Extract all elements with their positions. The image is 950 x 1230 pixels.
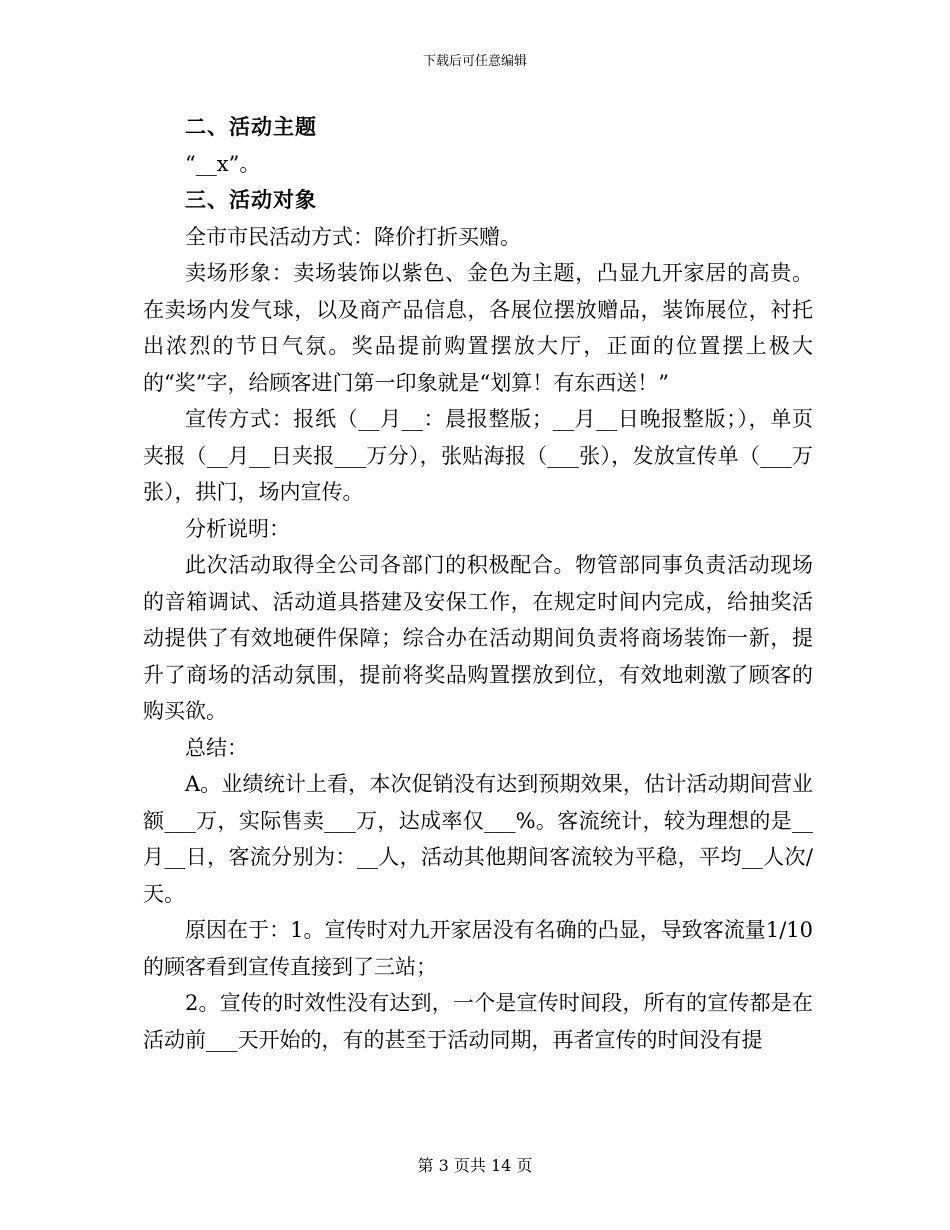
paragraph-store-image: 卖场形象：卖场装饰以紫色、金色为主题，凸显九开家居的高贵。在卖场内发气球，以及商产品信息，各展位摆放赠品，装饰展位，衬托出浓烈的节日气氛。奖品提前购置摆放大厅，正面的位置摆上极大的“奖”字，给顾客进门第一印象就是“划算！有东西送！” [143, 261, 813, 395]
paragraph-reason-2: 2。宣传的时效性没有达到，一个是宣传时间段，所有的宣传都是在活动前___天开始的，有的甚至于活动同期，再者宣传的时间没有提 [143, 991, 813, 1052]
paragraph-audience: 全市市民活动方式：降价打折买赠。 [185, 224, 521, 249]
document-body [143, 109, 813, 1058]
page-number: 第 3 页共 14 页 [417, 1156, 533, 1175]
paragraph-analysis: 此次活动取得全公司各部门的积极配合。物管部同事负责活动现场的音箱调试、活动道具搭建及安保工作，在规定时间内完成，给抽奖活动提供了有效地硬件保障；综合办在活动期间负责将商场装饰一新，提升了商场的活动氛围，提前将奖品购置摆放到位，有效地刺激了顾客的购买欲。 [143, 553, 813, 723]
paragraph-theme: “__x”。 [185, 151, 261, 176]
paragraph-summary-a: A。业绩统计上看，本次促销没有达到预期效果，估计活动期间营业额___万，实际售卖___万，达成率仅___%。客流统计，较为理想的是__月__日，客流分别为：__人，活动其他期间客流较为平稳，平均__人次/天。 [143, 772, 813, 906]
section-heading-audience: 三、活动对象 [185, 187, 317, 212]
section-heading-theme: 二、活动主题 [185, 114, 317, 139]
paragraph-reason-1: 原因在于：1。宣传时对九开家居没有名确的凸显，导致客流量1/10的顾客看到宣传直接到了三站； [143, 918, 813, 979]
paragraph-summary-label: 总结： [185, 735, 248, 760]
page-header-note: 下载后可任意编辑 [422, 54, 527, 69]
paragraph-analysis-label: 分析说明： [185, 516, 290, 541]
paragraph-promotion: 宣传方式：报纸（__月__：晨报整版；__月__日晚报整版；），单页夹报（__月__日夹报___万分），张贴海报（___张），发放宣传单（___万张），拱门，场内宣传。 [143, 407, 813, 504]
